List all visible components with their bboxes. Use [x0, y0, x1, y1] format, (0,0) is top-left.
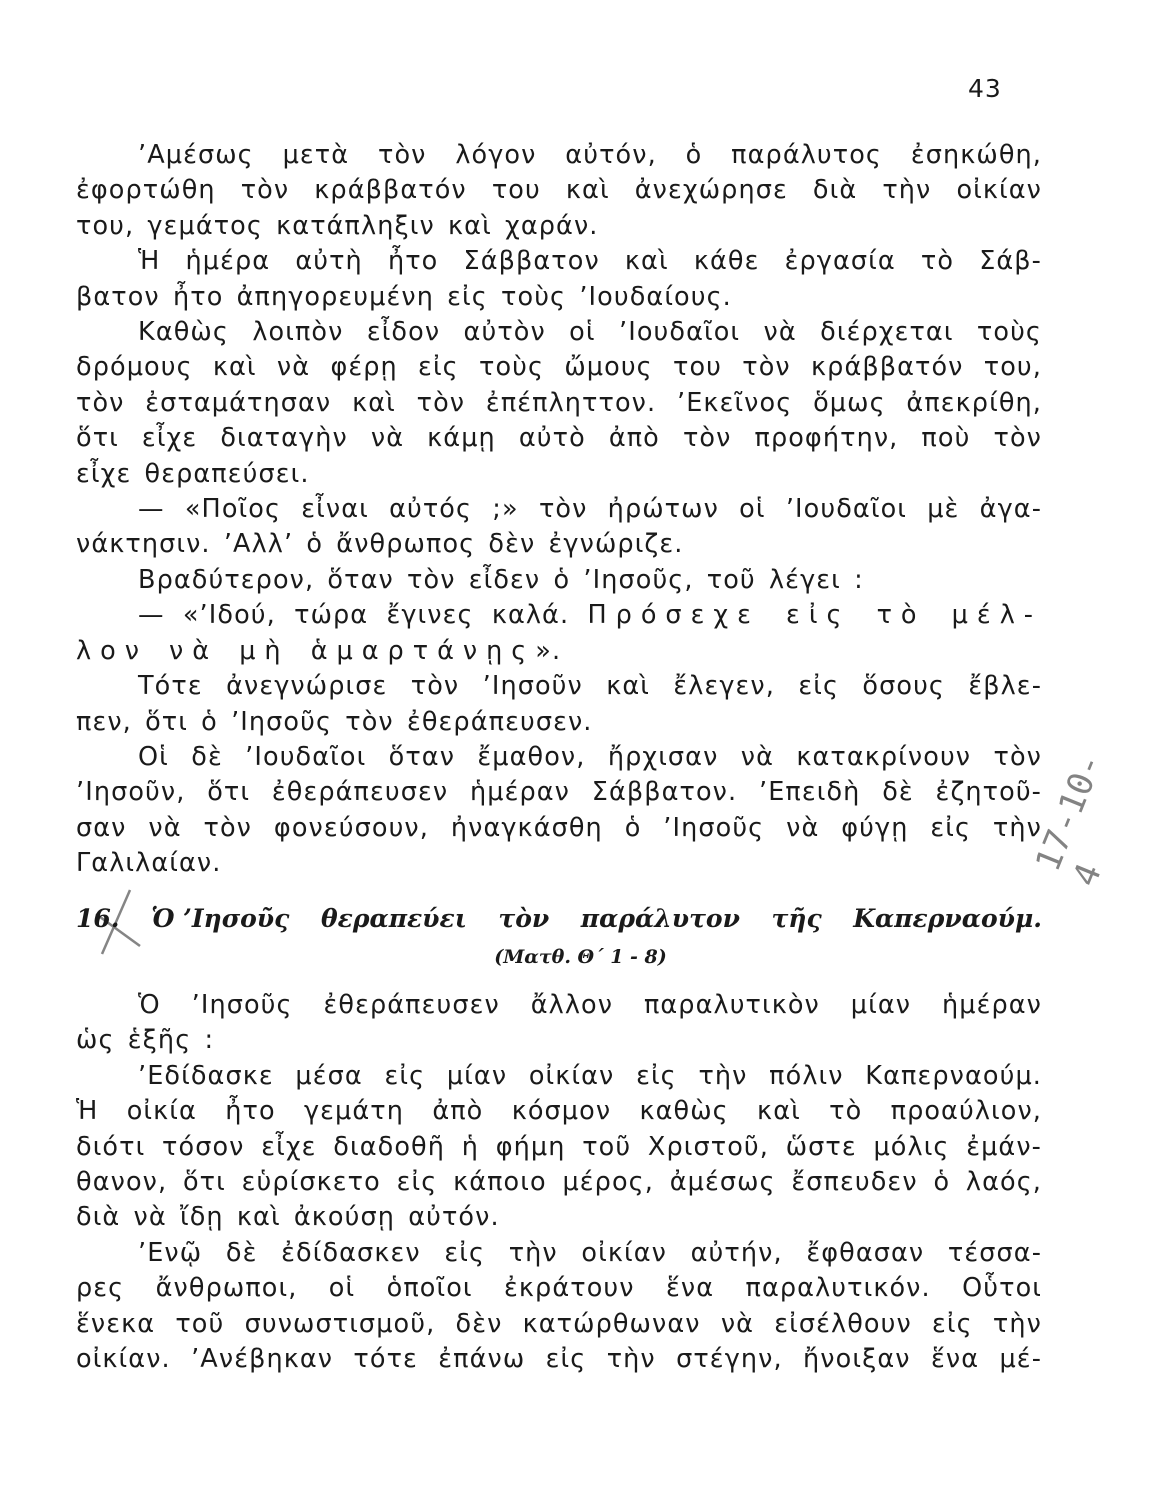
handwritten-date: 17-10-4 — [1028, 748, 1112, 892]
quote-plain: — «’Ιδού, τώρα ἔγινες καλά. — [138, 600, 570, 631]
text-line: του, γεμάτος κατάπληξιν καὶ χαράν. — [76, 210, 599, 241]
text-line: θανον, ὅτι εὑρίσκετο εἰς κάποιο μέρος, ἀμέσως ἔσπευδεν ὁ λαός, — [76, 1167, 1042, 1198]
quote-emphasis: Πρόσεχε εἰς τὸ μέλ- — [587, 600, 1042, 631]
text-line: ’Εδίδασκε μέσα εἰς μίαν οἰκίαν εἰς τὴν πόλιν Καπερναούμ. — [138, 1060, 1042, 1091]
text-line: σαν νὰ τὸν φονεύσουν, ἠναγκάσθη ὁ ’Ιησοῦς νὰ φύγῃ εἰς τὴν — [76, 812, 1042, 843]
text-line: ’Ενῷ δὲ ἐδίδασκεν εἰς τὴν οἰκίαν αὐτήν, ἔφθασαν τέσσα- — [138, 1237, 1042, 1268]
text-line: Γαλιλαίαν. — [76, 848, 222, 879]
text-line: τὸν ἐσταμάτησαν καὶ τὸν ἐπέπληττον. ’Εκεῖνος ὅμως ἀπεκρίθη, — [76, 387, 1042, 418]
text-line: Βραδύτερον, ὅταν τὸν εἶδεν ὁ ’Ιησοῦς, τοῦ λέγει : — [138, 564, 864, 595]
text-line: διὰ νὰ ἴδῃ καὶ ἀκούσῃ αὐτόν. — [76, 1202, 500, 1233]
text-line: βατον ἦτο ἀπηγορευμένη εἰς τοὺς ’Ιουδαίους. — [76, 281, 732, 312]
heading-reference: (Ματθ. Θ΄ 1 - 8) — [494, 946, 667, 968]
heading-word: Καπερναούμ. — [853, 904, 1042, 933]
text-line: Καθὼς λοιπὸν εἶδον αὐτὸν οἱ ’Ιουδαῖοι νὰ διέρχεται τοὺς — [138, 317, 1042, 348]
text-line: ἕνεκα τοῦ συνωστισμοῦ, δὲν κατώρθωναν νὰ εἰσέλθουν εἰς τὴν — [76, 1308, 1042, 1339]
text-line: εἶχε θεραπεύσει. — [76, 458, 310, 489]
text-line: Τότε ἀνεγνώρισε τὸν ’Ιησοῦν καὶ ἔλεγεν, εἰς ὅσους ἔβλε- — [138, 671, 1042, 702]
heading-number: 16. — [76, 904, 120, 933]
text-line: Ἡ ἡμέρα αὐτὴ ἦτο Σάββατον καὶ κάθε ἐργασία τὸ Σάβ- — [138, 246, 1042, 277]
heading-word: τῆς — [771, 904, 822, 933]
text-line: ὅτι εἶχε διαταγὴν νὰ κάμῃ αὐτὸ ἀπὸ τὸν προφήτην, ποὺ τὸν — [76, 423, 1042, 454]
section-heading — [76, 904, 1042, 933]
body-text-top — [76, 138, 1042, 882]
quote-line — [76, 634, 1042, 669]
heading-word: Ὁ ’Ιησοῦς — [151, 904, 290, 933]
text-line: δρόμους καὶ νὰ φέρῃ εἰς τοὺς ὤμους του τὸν κράββατόν του, — [76, 352, 1042, 383]
quote-emphasis: λον νὰ μὴ ἁμαρτάνῃς — [76, 635, 536, 666]
quote-line — [76, 598, 1042, 633]
text-line: ἐφορτώθη τὸν κράββατόν του καὶ ἀνεχώρησε διὰ τὴν οἰκίαν — [76, 175, 1042, 206]
heading-word: παράλυτον — [580, 904, 740, 933]
text-line: οἰκίαν. ’Ανέβηκαν τότε ἐπάνω εἰς τὴν στέγην, ἤνοιξαν ἕνα μέ- — [76, 1344, 1042, 1375]
text-line: ’Ιησοῦν, ὅτι ἐθεράπευσεν ἡμέραν Σάββατον. ’Επειδὴ δὲ ἐζητοῦ- — [76, 777, 1042, 808]
text-line: ρες ἄνθρωποι, οἱ ὁποῖοι ἐκράτουν ἕνα παραλυτικόν. Οὗτοι — [76, 1273, 1042, 1304]
text-line: — «Ποῖος εἶναι αὐτός ;» τὸν ἠρώτων οἱ ’Ιουδαῖοι μὲ ἀγα- — [138, 494, 1042, 525]
heading-word: τὸν — [498, 904, 550, 933]
page-number: 43 — [968, 74, 1002, 103]
text-line: πεν, ὅτι ὁ ’Ιησοῦς τὸν ἐθεράπευσεν. — [76, 706, 593, 737]
body-text-bottom — [76, 988, 1042, 1377]
text-line: Οἱ δὲ ’Ιουδαῖοι ὅταν ἔμαθον, ἤρχισαν νὰ κατακρίνουν τὸν — [138, 741, 1042, 772]
text-line: Ἡ οἰκία ἦτο γεμάτη ἀπὸ κόσμον καθὼς καὶ τὸ προαύλιον, — [76, 1096, 1042, 1127]
text-line: ὡς ἑξῆς : — [76, 1025, 215, 1056]
text-line: ’Αμέσως μετὰ τὸν λόγον αὐτόν, ὁ παράλυτος ἐσηκώθη, — [138, 140, 1042, 170]
text-line: Ὁ ’Ιησοῦς ἐθεράπευσεν ἄλλον παραλυτικὸν μίαν ἡμέραν — [138, 990, 1042, 1020]
text-line: νάκτησιν. ’Αλλ’ ὁ ἄνθρωπος δὲν ἐγνώριζε. — [76, 529, 684, 560]
text-line: διότι τόσον εἶχε διαδοθῆ ἡ φήμη τοῦ Χριστοῦ, ὥστε μόλις ἐμάν- — [76, 1131, 1042, 1162]
quote-end: ». — [535, 635, 562, 666]
heading-word: θεραπεύει — [320, 904, 467, 933]
